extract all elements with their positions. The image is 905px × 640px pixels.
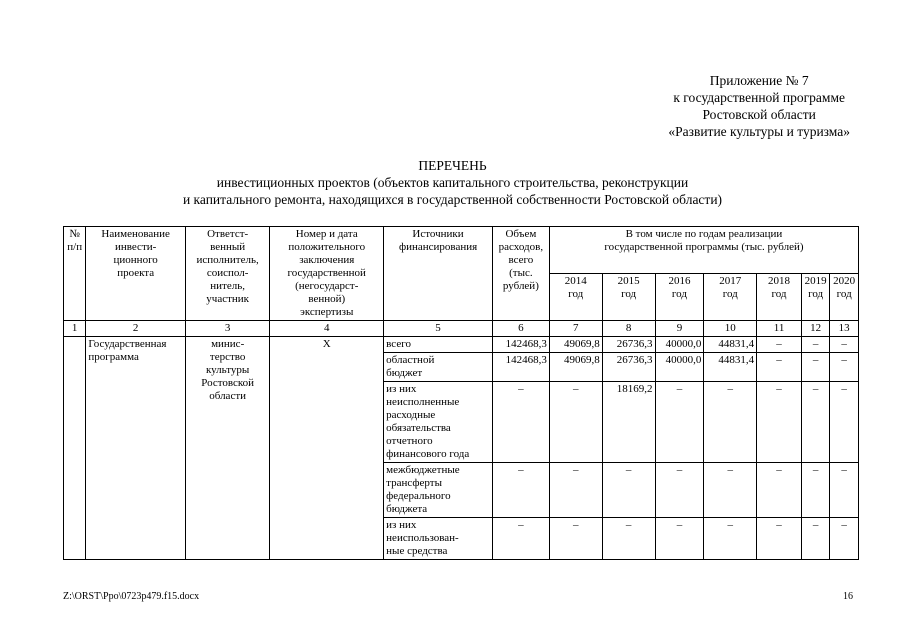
footer-page-number: 16 — [843, 591, 853, 602]
volume-cell: – — [492, 382, 549, 463]
year-value-cell: – — [549, 463, 602, 518]
title-line-3: и капитального ремонта, находящихся в государственной собственности Ростовской области) — [182, 192, 723, 207]
source-cell: из них неисполненные расходные обязательства отчетного финансового года — [384, 382, 493, 463]
year-value-cell: – — [704, 382, 757, 463]
year-value-cell: 44831,4 — [704, 337, 757, 353]
column-number: 10 — [704, 321, 757, 337]
column-number: 4 — [270, 321, 384, 337]
year-value-cell: – — [830, 337, 859, 353]
header-year-2020: 2020 год — [830, 274, 859, 321]
volume-cell: 142468,3 — [492, 337, 549, 353]
year-value-cell: 40000,0 — [655, 337, 704, 353]
header-year-2017: 2017 год — [704, 274, 757, 321]
column-numbers-row — [64, 321, 859, 337]
year-value-cell: – — [757, 518, 802, 560]
column-number: 6 — [492, 321, 549, 337]
appendix-line-2: к государственной программе — [673, 90, 845, 105]
year-value-cell: – — [830, 382, 859, 463]
appendix-line-4: «Развитие культуры и туризма» — [668, 124, 850, 139]
header-year-2018: 2018 год — [757, 274, 802, 321]
column-number: 13 — [830, 321, 859, 337]
volume-cell: 142468,3 — [492, 353, 549, 382]
year-value-cell: – — [549, 518, 602, 560]
column-number: 3 — [185, 321, 269, 337]
year-value-cell: 40000,0 — [655, 353, 704, 382]
year-value-cell: – — [549, 382, 602, 463]
year-value-cell: – — [830, 353, 859, 382]
column-number: 5 — [384, 321, 493, 337]
header-num: № п/п — [64, 227, 86, 321]
year-value-cell: – — [757, 463, 802, 518]
column-number: 12 — [801, 321, 829, 337]
year-value-cell: – — [757, 337, 802, 353]
year-value-cell: 49069,8 — [549, 353, 602, 382]
year-value-cell: – — [655, 382, 704, 463]
year-value-cell: 44831,4 — [704, 353, 757, 382]
header-year-2015: 2015 год — [602, 274, 655, 321]
year-value-cell: – — [801, 353, 829, 382]
header-row-1 — [64, 227, 859, 274]
year-value-cell: – — [704, 463, 757, 518]
appendix-line-1: Приложение № 7 — [709, 73, 809, 88]
year-value-cell: – — [757, 353, 802, 382]
column-number: 1 — [64, 321, 86, 337]
year-value-cell: – — [801, 518, 829, 560]
header-name: Наименование инвести- ционного проекта — [86, 227, 186, 321]
appendix-header — [668, 72, 850, 140]
year-value-cell: – — [602, 463, 655, 518]
column-number: 9 — [655, 321, 704, 337]
column-number: 7 — [549, 321, 602, 337]
project-num — [64, 337, 86, 560]
year-value-cell: – — [801, 337, 829, 353]
year-value-cell: 49069,8 — [549, 337, 602, 353]
title-line-2: инвестиционных проектов (объектов капитального строительства, реконструкции — [216, 175, 689, 190]
year-value-cell: – — [655, 518, 704, 560]
year-value-cell: 18169,2 — [602, 382, 655, 463]
project-responsible: минис- терство культуры Ростовской области — [185, 337, 269, 560]
year-value-cell: 26736,3 — [602, 337, 655, 353]
source-cell: областной бюджет — [384, 353, 493, 382]
year-value-cell: – — [830, 463, 859, 518]
source-cell: из них неиспользован- ные средства — [384, 518, 493, 560]
project-name: Государственная программа — [86, 337, 186, 560]
footer-file-path: Z:\ORST\Ppo\0723p479.f15.docx — [63, 591, 200, 602]
year-value-cell: – — [801, 463, 829, 518]
header-years-group: В том числе по годам реализации государственной программы (тыс. рублей) — [549, 227, 858, 274]
year-value-cell: – — [704, 518, 757, 560]
document-title — [0, 157, 905, 208]
year-value-cell: – — [602, 518, 655, 560]
year-value-cell: – — [801, 382, 829, 463]
title-line-1: ПЕРЕЧЕНЬ — [418, 158, 487, 173]
header-responsible: Ответст- венный исполнитель, соиспол- нитель, участник — [185, 227, 269, 321]
column-number: 2 — [86, 321, 186, 337]
source-cell: всего — [384, 337, 493, 353]
header-year-2016: 2016 год — [655, 274, 704, 321]
project-expertise: Х — [270, 337, 384, 560]
source-cell: межбюджетные трансферты федерального бюджета — [384, 463, 493, 518]
header-expertise: Номер и дата положительного заключения государственной (негосударст- венной) экспертизы — [270, 227, 384, 321]
column-number: 11 — [757, 321, 802, 337]
table-row — [64, 337, 859, 353]
header-year-2014: 2014 год — [549, 274, 602, 321]
header-volume: Объем расходов, всего (тыс. рублей) — [492, 227, 549, 321]
investment-projects-table — [63, 226, 859, 560]
year-value-cell: – — [757, 382, 802, 463]
header-year-2019: 2019 год — [801, 274, 829, 321]
appendix-line-3: Ростовской области — [702, 107, 816, 122]
volume-cell: – — [492, 463, 549, 518]
year-value-cell: – — [655, 463, 704, 518]
column-number: 8 — [602, 321, 655, 337]
year-value-cell: – — [830, 518, 859, 560]
year-value-cell: 26736,3 — [602, 353, 655, 382]
header-sources: Источники финансирования — [384, 227, 493, 321]
volume-cell: – — [492, 518, 549, 560]
